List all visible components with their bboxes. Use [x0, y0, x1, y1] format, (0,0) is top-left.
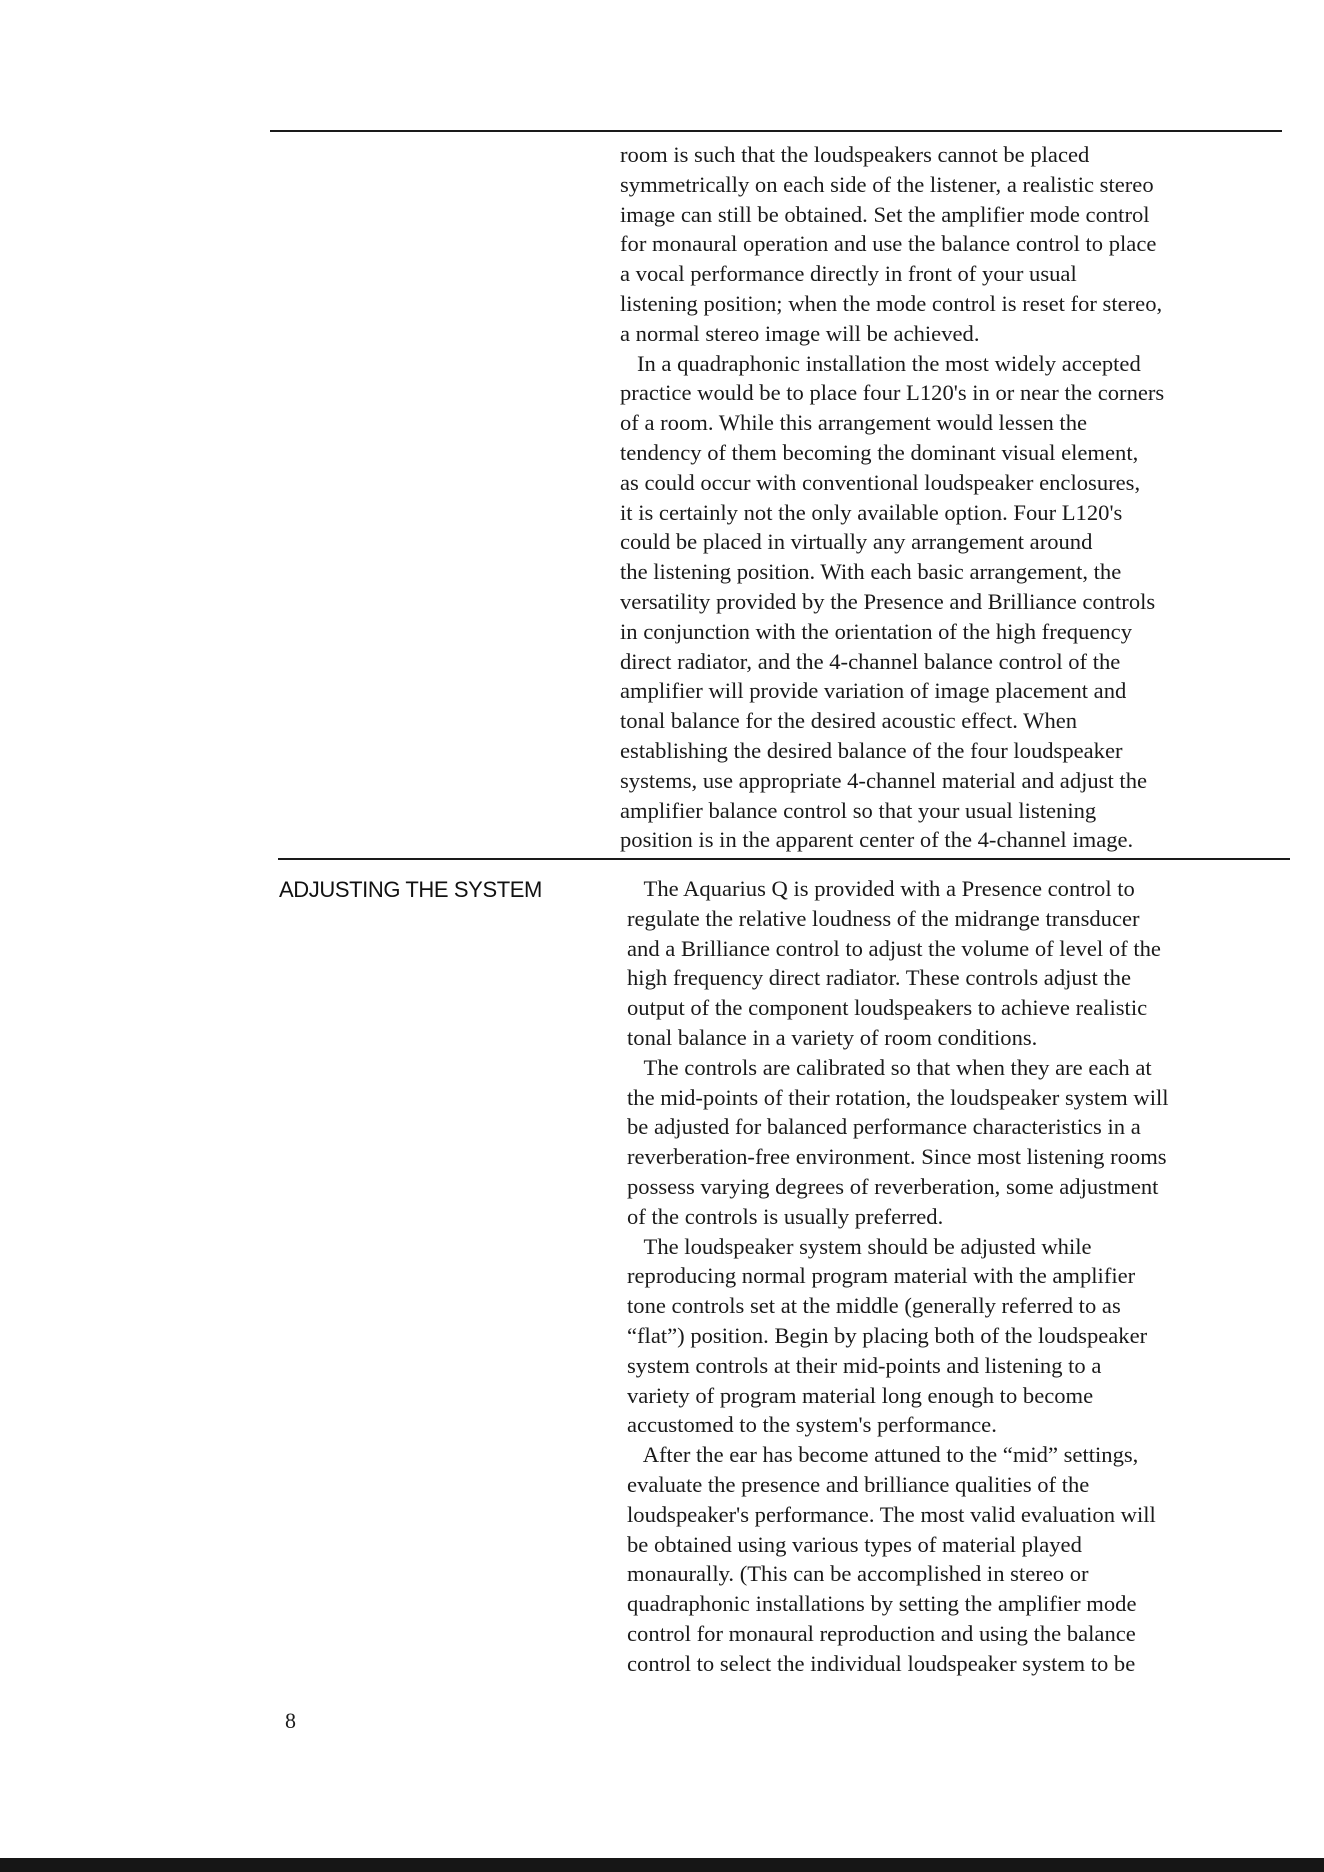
text-line: tendency of them becoming the dominant visual element, — [620, 439, 1139, 465]
text-line: as could occur with conventional loudspeaker enclosures, — [620, 469, 1141, 495]
text-line: room is such that the loudspeakers cannot be placed — [620, 142, 1090, 167]
text-line: image can still be obtained. Set the amplifier mode control — [620, 201, 1150, 227]
text-line: possess varying degrees of reverberation, some adjustment — [627, 1173, 1159, 1199]
text-line: tone controls set at the middle (generally referred to as — [627, 1293, 1121, 1319]
text-line: After the ear has become attuned to the “mid” settings, — [627, 1442, 1139, 1468]
text-line: amplifier will provide variation of image placement and — [620, 678, 1127, 704]
text-line: quadraphonic installations by setting the amplifier mode — [627, 1591, 1137, 1617]
text-line: could be placed in virtually any arrangement around — [620, 529, 1093, 555]
text-line: and a Brilliance control to adjust the volume of level of the — [627, 935, 1161, 961]
text-line: regulate the relative loudness of the midrange transducer — [627, 905, 1140, 931]
text-line: monaurally. (This can be accomplished in stereo or — [627, 1561, 1089, 1587]
text-line: control to select the individual loudspeaker system to be — [627, 1650, 1136, 1676]
text-line: be adjusted for balanced performance characteristics in a — [627, 1114, 1141, 1140]
text-line: direct radiator, and the 4-channel balance control of the — [620, 648, 1121, 674]
text-line: establishing the desired balance of the four loudspeaker — [620, 737, 1123, 763]
text-line: In a quadraphonic installation the most widely accepted — [620, 350, 1141, 376]
text-line: system controls at their mid-points and listening to a — [627, 1352, 1102, 1378]
text-line: high frequency direct radiator. These controls adjust the — [627, 965, 1132, 991]
text-line: accustomed to the system's performance. — [627, 1412, 997, 1438]
text-line: versatility provided by the Presence and Brilliance controls — [620, 588, 1156, 614]
section-rule — [278, 858, 1290, 860]
text-line: practice would be to place four L120's in or near the corners — [620, 380, 1165, 406]
text-line: systems, use appropriate 4-channel material and adjust the — [620, 767, 1148, 793]
adjusting-text-column — [627, 874, 1169, 1679]
text-line: the mid-points of their rotation, the loudspeaker system will — [627, 1084, 1169, 1110]
text-line: in conjunction with the orientation of the high frequency — [620, 618, 1132, 644]
text-line: position is in the apparent center of the 4-channel image. — [620, 827, 1134, 853]
text-line: output of the component loudspeakers to achieve realistic — [627, 995, 1148, 1021]
text-line: be obtained using various types of material played — [627, 1531, 1082, 1557]
text-line: amplifier balance control so that your usual listening — [620, 797, 1097, 823]
text-line: control for monaural reproduction and using the balance — [627, 1620, 1136, 1646]
text-line: variety of program material long enough to become — [627, 1382, 1094, 1408]
page-number: 8 — [285, 1708, 296, 1733]
text-line: evaluate the presence and brilliance qualities of the — [627, 1471, 1090, 1497]
text-line: the listening position. With each basic arrangement, the — [620, 559, 1122, 585]
text-line: The controls are calibrated so that when they are each at — [627, 1054, 1152, 1080]
text-line: listening position; when the mode control is reset for stereo, — [620, 290, 1163, 316]
text-line: a vocal performance directly in front of your usual — [620, 261, 1077, 287]
text-line: The loudspeaker system should be adjusted while — [627, 1233, 1092, 1259]
text-line: tonal balance for the desired acoustic effect. When — [620, 708, 1078, 734]
text-line: of a room. While this arrangement would lessen the — [620, 410, 1088, 436]
text-line: loudspeaker's performance. The most valid evaluation will — [627, 1501, 1156, 1527]
top-rule — [270, 130, 1282, 132]
text-line: for monaural operation and use the balance control to place — [620, 231, 1157, 257]
text-line: tonal balance in a variety of room conditions. — [627, 1024, 1038, 1050]
scan-edge-band — [0, 1858, 1324, 1872]
text-line: of the controls is usually preferred. — [627, 1203, 944, 1229]
text-line: “flat”) position. Begin by placing both of the loudspeaker — [627, 1322, 1148, 1348]
continued-text-column — [620, 140, 1164, 855]
text-line: a normal stereo image will be achieved. — [620, 320, 980, 346]
section-heading: ADJUSTING THE SYSTEM — [279, 877, 542, 902]
text-line: The Aquarius Q is provided with a Presence control to — [627, 876, 1135, 901]
text-line: it is certainly not the only available option. Four L120's — [620, 499, 1123, 525]
text-line: reproducing normal program material with the amplifier — [627, 1263, 1136, 1289]
text-line: reverberation-free environment. Since most listening rooms — [627, 1144, 1167, 1170]
text-line: symmetrically on each side of the listener, a realistic stereo — [620, 171, 1154, 197]
